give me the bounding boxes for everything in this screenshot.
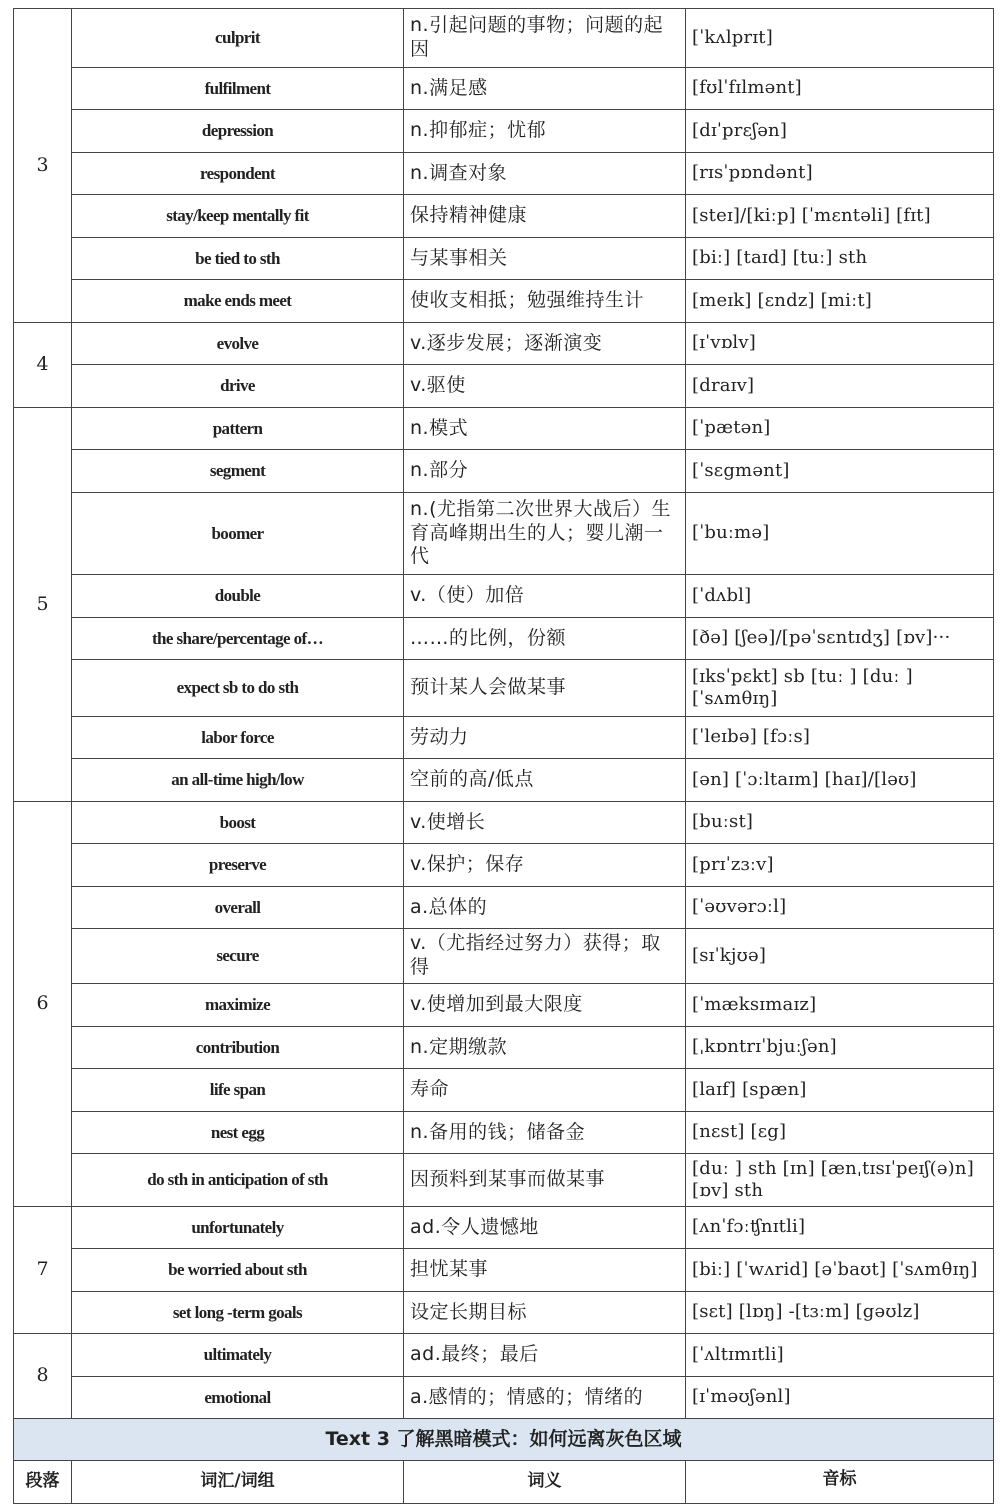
table-row — [14, 450, 994, 493]
meaning-cell: v.使增加到最大限度 — [404, 984, 686, 1027]
phonetic-cell: [ˈleɪbə] [fɔːs] — [686, 717, 994, 759]
vocabulary-table-body — [14, 9, 994, 1504]
meaning-cell: 使收支相抵；勉强维持生计 — [404, 280, 686, 323]
meaning-cell: v.逐步发展；逐渐演变 — [404, 323, 686, 365]
meaning-cell: n.部分 — [404, 450, 686, 493]
meaning-cell: 空前的高/低点 — [404, 759, 686, 802]
meaning-cell: n.模式 — [404, 408, 686, 450]
section-title-row — [14, 1419, 994, 1461]
phonetic-cell: [ðə] [ʃeə]/[pəˈsɛntɪdʒ] [ɒv]··· — [686, 618, 994, 660]
phonetic-cell: [biː] [taɪd] [tuː] sth — [686, 238, 994, 280]
phonetic-cell: [draɪv] — [686, 365, 994, 408]
term-cell: contribution — [72, 1027, 404, 1069]
term-cell: boomer — [72, 493, 404, 575]
table-row — [14, 9, 994, 68]
table-row — [14, 759, 994, 802]
phonetic-cell: [fʊlˈfɪlmənt] — [686, 68, 994, 110]
term-cell: make ends meet — [72, 280, 404, 323]
term-cell: expect sb to do sth — [72, 660, 404, 717]
meaning-cell: v.驱使 — [404, 365, 686, 408]
meaning-cell: ……的比例，份额 — [404, 618, 686, 660]
table-row — [14, 153, 994, 195]
table-row — [14, 1334, 994, 1377]
term-cell: drive — [72, 365, 404, 408]
phonetic-cell: [buːst] — [686, 802, 994, 844]
term-cell: ultimately — [72, 1334, 404, 1377]
meaning-cell: 担忧某事 — [404, 1249, 686, 1292]
meaning-cell: n.调查对象 — [404, 153, 686, 195]
phonetic-cell: [steɪ]/[kiːp] [ˈmɛntəli] [fɪt] — [686, 195, 994, 238]
phonetic-cell: [ʌnˈfɔːʧnɪtli] — [686, 1207, 994, 1249]
table-row — [14, 717, 994, 759]
meaning-cell: v.保护；保存 — [404, 844, 686, 887]
phonetic-cell: [ˈpætən] — [686, 408, 994, 450]
phonetic-cell: [ˈʌltɪmɪtli] — [686, 1334, 994, 1377]
meaning-cell: n.抑郁症；忧郁 — [404, 110, 686, 153]
term-cell: double — [72, 575, 404, 618]
term-cell: unfortunately — [72, 1207, 404, 1249]
table-row — [14, 1154, 994, 1207]
table-row — [14, 1292, 994, 1334]
table-row — [14, 323, 994, 365]
phonetic-cell: [ˈsɛgmənt] — [686, 450, 994, 493]
meaning-cell: n.(尤指第二次世界大战后）生育高峰期出生的人；婴儿潮一代 — [404, 493, 686, 575]
term-cell: evolve — [72, 323, 404, 365]
meaning-cell: n.备用的钱；储备金 — [404, 1112, 686, 1154]
phonetic-cell: [sɛt] [lɒŋ] -[tɜːm] [gəʊlz] — [686, 1292, 994, 1334]
phonetic-cell: [duː ] sth [ɪn] [ænˌtɪsɪˈpeɪʃ(ə)n] [ɒv] sth — [686, 1154, 994, 1207]
phonetic-cell: [ɪksˈpɛkt] sb [tuː ] [duː ] [ˈsʌmθɪŋ] — [686, 660, 994, 717]
meaning-cell: 因预料到某事而做某事 — [404, 1154, 686, 1207]
paragraph-number: 8 — [14, 1334, 72, 1419]
phonetic-cell: [ɪˈvɒlv] — [686, 323, 994, 365]
term-cell: segment — [72, 450, 404, 493]
table-row — [14, 1207, 994, 1249]
table-row — [14, 68, 994, 110]
meaning-cell: 寿命 — [404, 1069, 686, 1112]
phonetic-cell: [sɪˈkjʊə] — [686, 929, 994, 984]
term-cell: labor force — [72, 717, 404, 759]
table-row — [14, 280, 994, 323]
term-cell: preserve — [72, 844, 404, 887]
term-cell: life span — [72, 1069, 404, 1112]
table-row — [14, 1112, 994, 1154]
table-row — [14, 984, 994, 1027]
term-cell: secure — [72, 929, 404, 984]
table-row — [14, 844, 994, 887]
table-row — [14, 493, 994, 575]
term-cell: respondent — [72, 153, 404, 195]
phonetic-cell: [rɪsˈpɒndənt] — [686, 153, 994, 195]
table-row — [14, 408, 994, 450]
phonetic-cell: [meɪk] [ɛndz] [miːt] — [686, 280, 994, 323]
column-header-row — [14, 1461, 994, 1504]
header-term: 词汇/词组 — [72, 1461, 404, 1504]
paragraph-number: 5 — [14, 408, 72, 802]
term-cell: an all-time high/low — [72, 759, 404, 802]
meaning-cell: 与某事相关 — [404, 238, 686, 280]
table-row — [14, 618, 994, 660]
table-row — [14, 195, 994, 238]
phonetic-cell: [ˈkʌlprɪt] — [686, 9, 994, 68]
phonetic-cell: [ˈdʌbl] — [686, 575, 994, 618]
phonetic-cell: [ˈbuːmə] — [686, 493, 994, 575]
paragraph-number: 6 — [14, 802, 72, 1207]
header-phonetic: 音标 — [686, 1461, 994, 1504]
vocabulary-table — [13, 8, 994, 1504]
term-cell: depression — [72, 110, 404, 153]
meaning-cell: ad.令人遗憾地 — [404, 1207, 686, 1249]
paragraph-number: 3 — [14, 9, 72, 323]
term-cell: do sth in anticipation of sth — [72, 1154, 404, 1207]
term-cell: culprit — [72, 9, 404, 68]
phonetic-cell: [ən] [ˈɔːltaɪm] [haɪ]/[ləʊ] — [686, 759, 994, 802]
table-row — [14, 929, 994, 984]
meaning-cell: v.（使）加倍 — [404, 575, 686, 618]
meaning-cell: 预计某人会做某事 — [404, 660, 686, 717]
table-row — [14, 238, 994, 280]
table-row — [14, 1069, 994, 1112]
header-paragraph: 段落 — [14, 1461, 72, 1504]
table-row — [14, 575, 994, 618]
phonetic-cell: [dɪˈprɛʃən] — [686, 110, 994, 153]
meaning-cell: n.满足感 — [404, 68, 686, 110]
meaning-cell: 设定长期目标 — [404, 1292, 686, 1334]
meaning-cell: ad.最终；最后 — [404, 1334, 686, 1377]
meaning-cell: v.（尤指经过努力）获得；取得 — [404, 929, 686, 984]
term-cell: overall — [72, 887, 404, 929]
phonetic-cell: [ˈəʊvərɔːl] — [686, 887, 994, 929]
table-row — [14, 110, 994, 153]
phonetic-cell: [laɪf] [spæn] — [686, 1069, 994, 1112]
table-row — [14, 887, 994, 929]
phonetic-cell: [ɪˈməʊʃənl] — [686, 1377, 994, 1419]
meaning-cell: v.使增长 — [404, 802, 686, 844]
term-cell: be worried about sth — [72, 1249, 404, 1292]
table-row — [14, 1377, 994, 1419]
meaning-cell: 保持精神健康 — [404, 195, 686, 238]
meaning-cell: n.引起问题的事物；问题的起因 — [404, 9, 686, 68]
paragraph-number: 4 — [14, 323, 72, 408]
term-cell: boost — [72, 802, 404, 844]
term-cell: be tied to sth — [72, 238, 404, 280]
term-cell: emotional — [72, 1377, 404, 1419]
phonetic-cell: [biː] [ˈwʌrid] [əˈbaʊt] [ˈsʌmθɪŋ] — [686, 1249, 994, 1292]
phonetic-cell: [ˌkɒntrɪˈbjuːʃən] — [686, 1027, 994, 1069]
phonetic-cell: [ˈmæksɪmaɪz] — [686, 984, 994, 1027]
table-row — [14, 365, 994, 408]
phonetic-cell: [prɪˈzɜːv] — [686, 844, 994, 887]
vocabulary-sheet — [13, 8, 993, 1497]
term-cell: stay/keep mentally fit — [72, 195, 404, 238]
meaning-cell: 劳动力 — [404, 717, 686, 759]
phonetic-cell: [nɛst] [ɛg] — [686, 1112, 994, 1154]
table-row — [14, 802, 994, 844]
term-cell: fulfilment — [72, 68, 404, 110]
table-row — [14, 1027, 994, 1069]
meaning-cell: n.定期缴款 — [404, 1027, 686, 1069]
term-cell: maximize — [72, 984, 404, 1027]
section-title: Text 3 了解黑暗模式：如何远离灰色区域 — [14, 1419, 994, 1461]
paragraph-number: 7 — [14, 1207, 72, 1334]
term-cell: set long -term goals — [72, 1292, 404, 1334]
table-row — [14, 1249, 994, 1292]
table-row — [14, 660, 994, 717]
term-cell: pattern — [72, 408, 404, 450]
header-meaning: 词义 — [404, 1461, 686, 1504]
meaning-cell: a.总体的 — [404, 887, 686, 929]
meaning-cell: a.感情的；情感的；情绪的 — [404, 1377, 686, 1419]
term-cell: nest egg — [72, 1112, 404, 1154]
term-cell: the share/percentage of… — [72, 618, 404, 660]
